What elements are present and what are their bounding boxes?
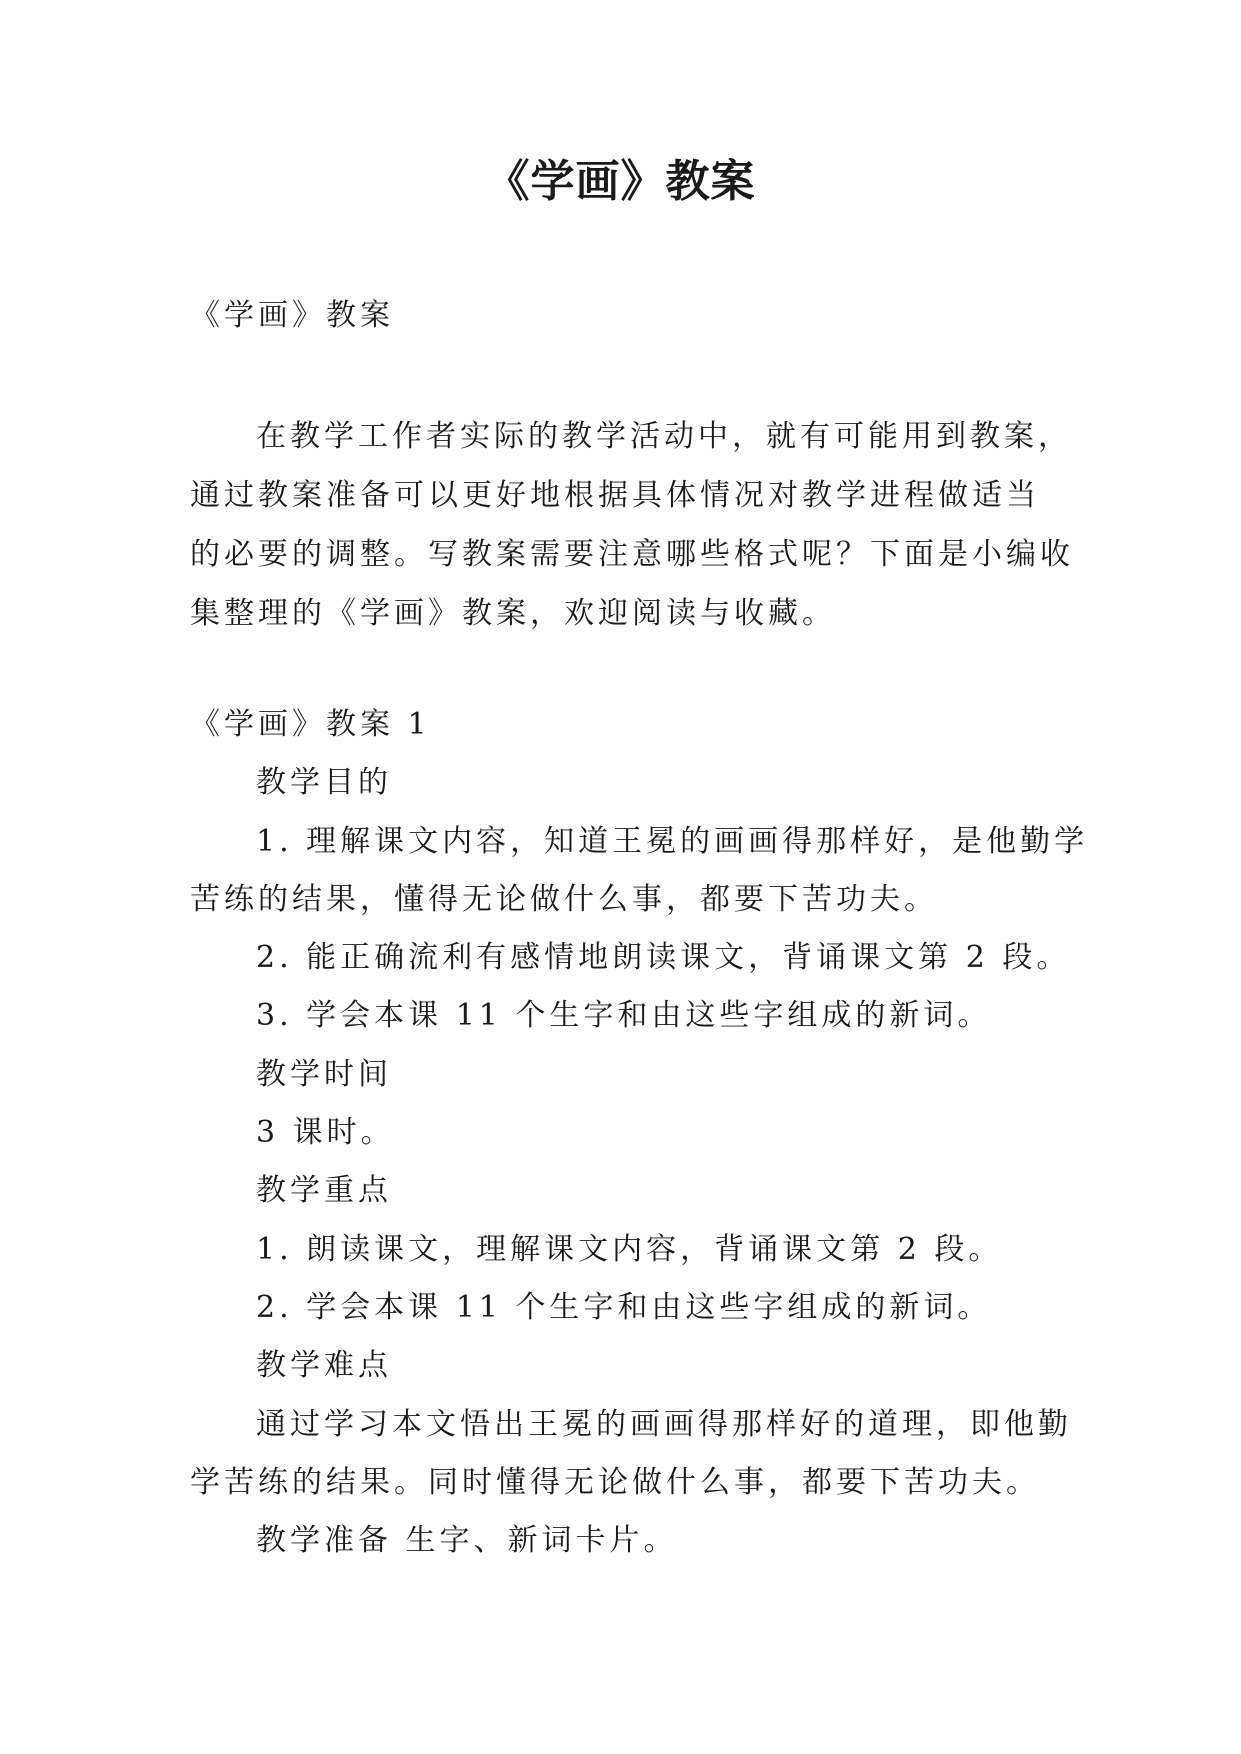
goal-2: 2. 能正确流利有感情地朗读课文，背诵课文第 2 段。 — [256, 940, 1071, 976]
preparation: 教学准备 生字、新词卡片。 — [256, 1523, 678, 1559]
intro-line: 在教学工作者实际的教学活动中，就有可能用到教案， — [256, 419, 1072, 454]
key-point-1: 1. 朗读课文，理解课文内容，背诵课文第 2 段。 — [256, 1231, 1003, 1267]
difficulty-label: 教学难点 — [256, 1348, 392, 1384]
difficulty-line-2: 学苦练的结果。同时懂得无论做什么事，都要下苦功夫。 — [190, 1464, 1040, 1500]
goal-1-line-1: 1. 理解课文内容，知道王冕的画画得那样好，是他勤学 — [256, 823, 1089, 859]
goal-1-line-2: 苦练的结果，懂得无论做什么事，都要下苦功夫。 — [190, 881, 938, 917]
time-label: 教学时间 — [256, 1056, 392, 1092]
difficulty-line-1: 通过学习本文悟出王冕的画画得那样好的道理，即他勤 — [256, 1406, 1072, 1442]
intro-line: 通过教案准备可以更好地根据具体情况对教学进程做适当 — [190, 478, 1040, 513]
document-subtitle: 《学画》教案 — [190, 298, 394, 333]
goal-3: 3. 学会本课 11 个生字和由这些字组成的新词。 — [256, 998, 992, 1034]
document-title: 《学画》教案 — [485, 156, 756, 207]
intro-line: 集整理的《学画》教案，欢迎阅读与收藏。 — [190, 596, 836, 631]
key-points-label: 教学重点 — [256, 1173, 392, 1209]
intro-paragraph — [190, 407, 1190, 643]
intro-line: 的必要的调整。写教案需要注意哪些格式呢？下面是小编收 — [190, 537, 1074, 572]
lesson-1-section — [190, 696, 1190, 1570]
key-point-2: 2. 学会本课 11 个生字和由这些字组成的新词。 — [256, 1289, 992, 1325]
time-value: 3 课时。 — [256, 1115, 395, 1151]
lesson-1-heading: 《学画》教案 1 — [190, 707, 431, 742]
goals-label: 教学目的 — [256, 765, 392, 801]
